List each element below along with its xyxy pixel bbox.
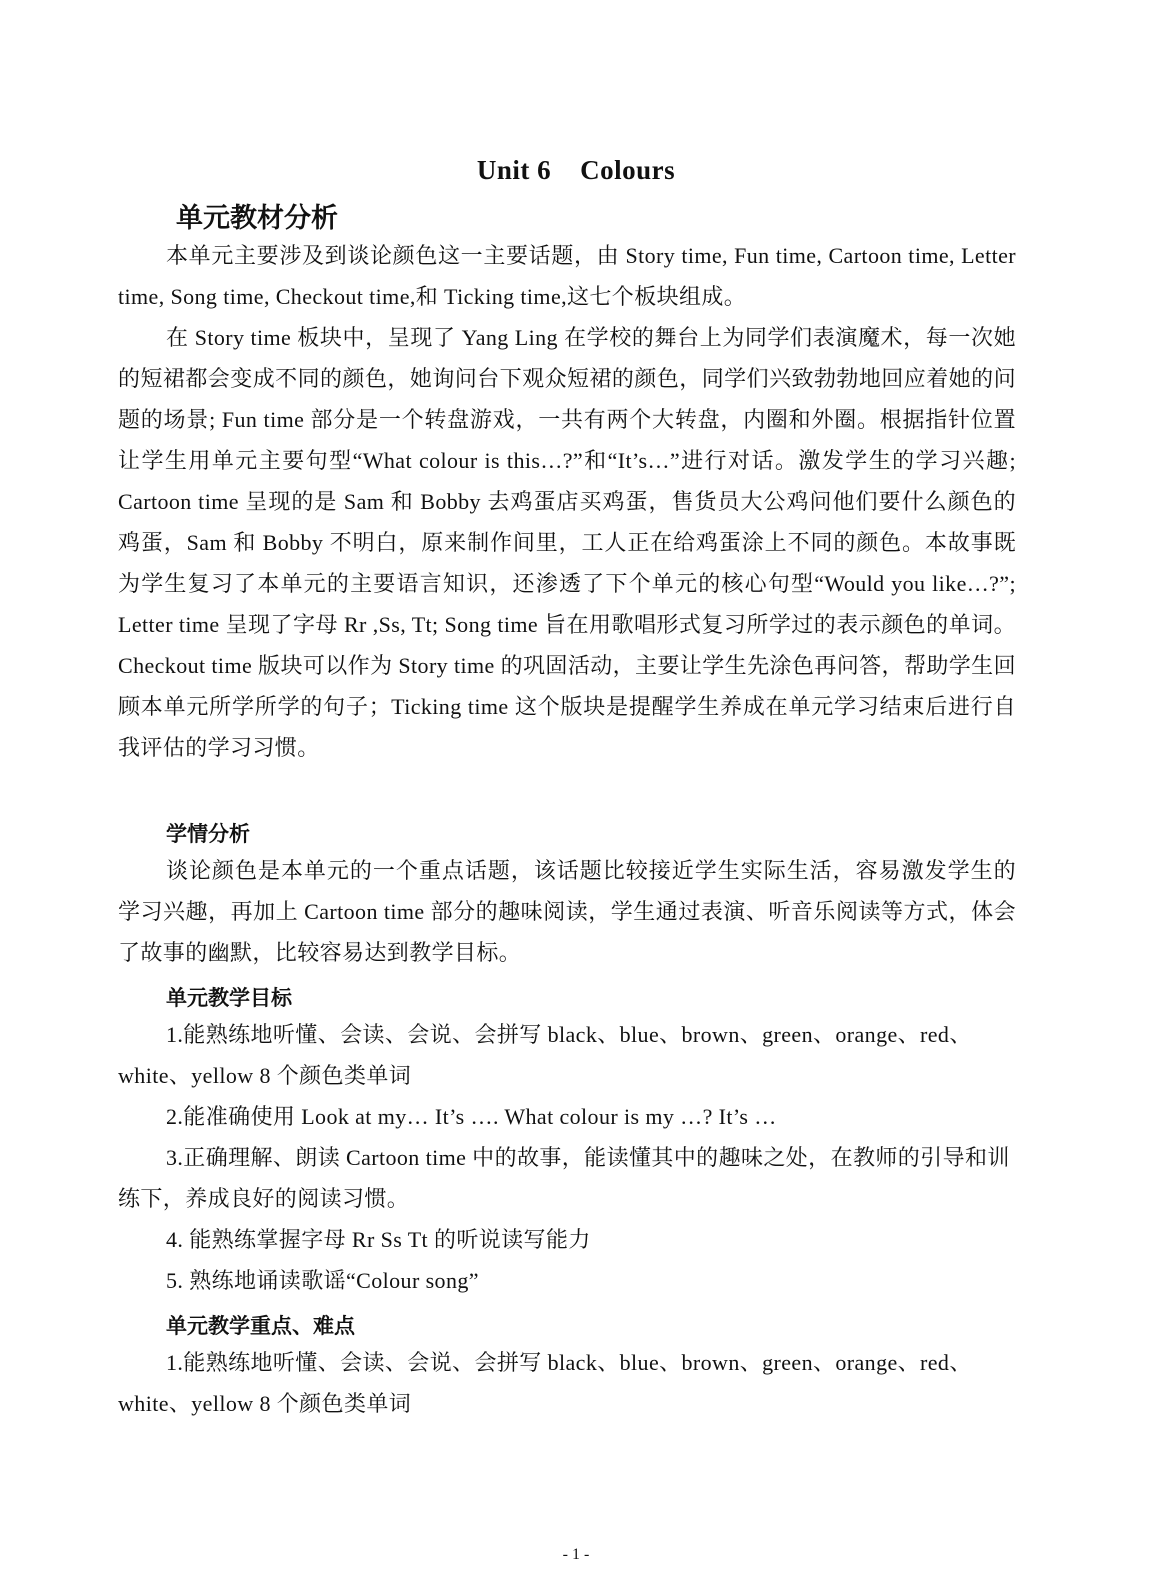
goal-item-1: 1.能熟练地听懂、会读、会说、会拼写 black、blue、brown、green、orange、red、white、yellow 8 个颜色类单词 — [118, 1022, 972, 1088]
goal-item-4: 4. 能熟练掌握字母 Rr Ss Tt 的听说读写能力 — [166, 1227, 591, 1252]
analysis-paragraph-1: 本单元主要涉及到谈论颜色这一主要话题，由 Story time, Fun time, Cartoon time, Letter time, Song time, Checkout time,和 Ticking time,这七个板块组成。 — [118, 243, 1016, 309]
keypoints-heading: 单元教学重点、难点 — [166, 1314, 355, 1338]
analysis-heading: 单元教材分析 — [176, 203, 338, 234]
analysis-paragraph-2: 在 Story time 板块中，呈现了 Yang Ling 在学校的舞台上为同学们表演魔术，每一次她的短裙都会变成不同的颜色，她询问台下观众短裙的颜色，同学们兴致勃勃地回应着她的问题的场景; Fun time 部分是一个转盘游戏，一共有两个大转盘，内圈和外圈。根据指针位置让学生用单元主要句型“What colour is this…?”和“It’s…”进行对话。激发学生的学习兴趣; Cartoon time 呈现的是 Sam 和 Bobby 去鸡蛋店买鸡蛋，售货员大公鸡问他们要什么颜色的鸡蛋，Sam 和 Bobby 不明白，原来制作间里，工人正在给鸡蛋涂上不同的颜色。本故事既为学生复习了本单元的主要语言知识，还渗透了下个单元的核心句型“Would you like…?”; Letter time 呈现了字母 Rr ,Ss, Tt; Song time 旨在用歌唱形式复习所学过的表示颜色的单词。Checkout time 版块可以作为 Story time 的巩固活动，主要让学生先涂色再问答，帮助学生回顾本单元所学所学的句子；Ticking time 这个版块是提醒学生养成在单元学习结束后进行自我评估的学习习惯。 — [118, 325, 1016, 760]
goal-item-5: 5. 熟练地诵读歌谣“Colour song” — [166, 1268, 479, 1293]
learner-heading: 学情分析 — [166, 822, 250, 846]
page-title: Unit 6 Colours — [476, 155, 676, 185]
learner-paragraph: 谈论颜色是本单元的一个重点话题，该话题比较接近学生实际生活，容易激发学生的学习兴趣，再加上 Cartoon time 部分的趣味阅读，学生通过表演、听音乐阅读等方式，体会了故事的幽默，比较容易达到教学目标。 — [118, 858, 1016, 965]
goal-item-3: 3.正确理解、朗读 Cartoon time 中的故事，能读懂其中的趣味之处，在教师的引导和训练下，养成良好的阅读习惯。 — [118, 1145, 1010, 1211]
goals-heading: 单元教学目标 — [166, 986, 292, 1010]
goal-item-2: 2.能准确使用 Look at my… It’s …. What colour is my …? It’s … — [166, 1104, 777, 1129]
keypoint-item-1: 1.能熟练地听懂、会读、会说、会拼写 black、blue、brown、green、orange、red、white、yellow 8 个颜色类单词 — [118, 1350, 972, 1416]
page-number: - 1 - — [562, 1546, 590, 1563]
